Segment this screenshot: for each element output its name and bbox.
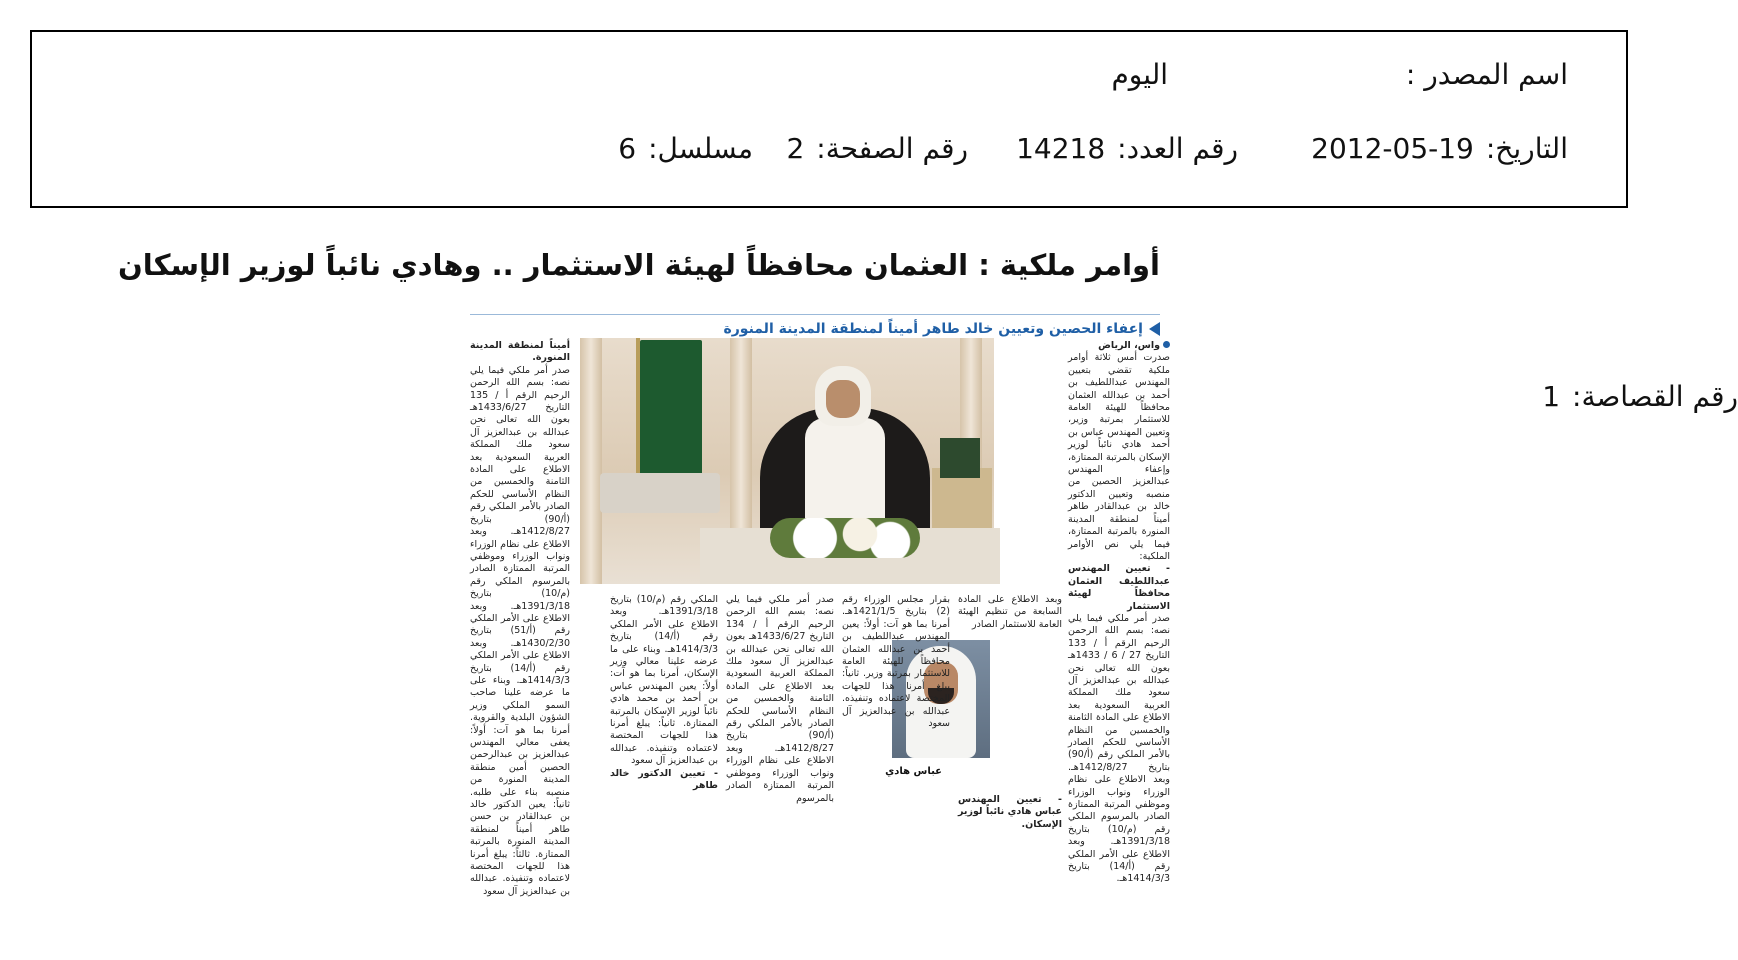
portrait-caption: عباس هادي (885, 766, 942, 777)
column-5-subhead: - تعيين الدكتور خالد طاهر (610, 767, 718, 792)
newspaper-clipping (117, 248, 1171, 897)
column-1-text-b: صدر أمر ملكي فيما يلي نصه: بسم الله الرحمن الرحيم الرقم أ / 133 التاريخ 27 / 6 / 1433هـ بعون الله تعالى نحن عبدالله بن عبدالعزيز آل سعود ملك المملكة العربية السعودية بعد الاطلاع على المادة الثامنة والخمسين من النظام الأساسي للحكم الصادر بالأمر الملكي رقم (أ/90) بتاريخ 1412/8/27هـ. وبعد الاطلاع على نظام الوزراء ونواب الوزراء وموظفي المرتبة الممتازة الصادر بالمرسوم الملكي رقم (م/10) بتاريخ 1391/3/18هـ. وبعد الاطلاع على الأمر الملكي رقم (أ/14) بتاريخ 1414/3/3هـ. (1068, 612, 1171, 885)
triangle-icon (1149, 322, 1160, 336)
column-5-text: الملكي رقم (م/10) بتاريخ 1391/3/18هـ. وبعد الاطلاع على الأمر الملكي رقم (أ/14) بتاريخ 1414/3/3هـ. وبناء على ما عرضه علينا معالي وزير الإسكان، أمرنا بما هو آت: أولاً: يعين المهندس عباس بن أحمد بن محمد هادي نائباً لوزير الإسكان بالمرتبة الممتازة. ثانياً: يبلغ أمرنا هذا للجهات المختصة لاعتماده وتنفيذه. عبدالله بن عبدالعزيز آل سعود (610, 594, 719, 767)
source-label: اسم المصدر : (1405, 58, 1568, 91)
issue-value: 14218 (1016, 132, 1106, 165)
column-6 (470, 340, 570, 897)
clip-label: رقم القصاصة: (1572, 380, 1738, 413)
column-2-subhead: - تعيين المهندس عباس هادي نائباً لوزير الإسكان. (958, 794, 1062, 830)
article-subheadline (723, 321, 1160, 337)
subheadline-text: إعفاء الحصين وتعيين خالد طاهر أميناً لمنطقة المدينة المنورة (723, 321, 1143, 337)
date-value: 2012-05-19 (1311, 132, 1474, 165)
serial-label: مسلسل: (648, 132, 753, 165)
column-4-text: صدر أمر ملكي فيما يلي نصه: بسم الله الرحمن الرحيم الرقم أ / 134 التاريخ 1433/6/27هـ بعون الله تعالى نحن عبدالله بن عبدالعزيز آل سعود ملك المملكة العربية السعودية بعد الاطلاع على المادة الثامنة والخمسين من النظام الأساسي للحكم الصادر بالأمر الملكي رقم (أ/90) بتاريخ 1412/8/27هـ. وبعد الاطلاع على نظام الوزراء ونواب الوزراء وموظفي المرتبة الممتازة الصادر بالمرسوم (726, 594, 834, 804)
phones (600, 473, 720, 513)
serial-value: 6 (618, 132, 637, 165)
issue-label: رقم العدد: (1117, 132, 1238, 165)
date-field (1238, 132, 1568, 165)
article-headline: أوامر ملكية : العثمان محافظاً لهيئة الاستثمار .. وهادي نائباً لوزير الإسكان (117, 248, 1160, 282)
date-label: التاريخ: (1485, 132, 1568, 165)
bullet-icon (1163, 341, 1170, 348)
book (940, 438, 980, 478)
flag (640, 340, 702, 490)
column-3-text: بقرار مجلس الوزراء رقم (2) بتاريخ 1421/1/5هـ. أمرنا بما هو آت: أولاً: يعين المهندس عبداللطيف بن أحمد بن عبدالله العثمان محافظاً للهيئة العامة للاستثمار بمرتبة وزير. ثانياً: يبلغ أمرنا هذا للجهات المختصة لاعتماده وتنفيذه. عبدالله بن عبدالعزيز آل سعود (842, 594, 950, 730)
column-3 (842, 594, 950, 784)
page-field (753, 132, 968, 165)
issue-field (968, 132, 1238, 165)
clip-value: 1 (1542, 380, 1561, 413)
curtain (580, 338, 602, 584)
column-1 (1068, 340, 1171, 885)
page-value: 2 (786, 132, 805, 165)
dateline: واس، الرياض (1068, 340, 1170, 352)
source-row (1111, 58, 1568, 91)
source-value: اليوم (1111, 58, 1168, 91)
figure-face (826, 380, 860, 418)
column-4 (726, 594, 834, 804)
page-label: رقم الصفحة: (816, 132, 968, 165)
column-6-head: أميناً لمنطقة المدينة المنورة. (470, 340, 570, 364)
column-1-subhead: - تعيين المهندس عبداللطيف العثمان محافظاً لهيئة الاستثمار (1068, 563, 1170, 612)
main-photo (580, 338, 994, 584)
column-5 (610, 594, 719, 792)
column-2-text: وبعد الاطلاع على المادة السابعة من تنظيم الهيئة العامة للاستثمار الصادر (958, 594, 1062, 630)
serial-field (568, 132, 753, 165)
subhead-divider (470, 314, 1160, 315)
column-2-subhead-box (958, 794, 1062, 830)
column-6-text: صدر أمر ملكي فيما يلي نصه: بسم الله الرحمن الرحيم الرقم أ / 135 التاريخ 1433/6/27هـ بعون الله تعالى نحن عبدالله بن عبدالعزيز آل سعود ملك المملكة العربية السعودية بعد الاطلاع على المادة الثامنة والخمسين من النظام الأساسي للحكم الصادر بالأمر الملكي رقم (أ/90) بتاريخ 1412/8/27هـ. وبعد الاطلاع على نظام الوزراء ونواب الوزراء وموظفي المرتبة الممتازة الصادر بالمرسوم الملكي رقم (م/10) بتاريخ 1391/3/18هـ. وبعد الاطلاع على الأمر الملكي رقم (أ/51) بتاريخ 1430/2/30هـ. وبعد الاطلاع على الأمر الملكي رقم (أ/14) بتاريخ 1414/3/3هـ. وبناء على ما عرضه علينا صاحب السمو الملكي وزير الشؤون البلدية والقروية. أمرنا بما هو آت: أولاً: يعفى معالي المهندس عبدالعزيز بن عبدالرحمن الحصين أمين منطقة المدينة المنورة من منصبه بناء على طلبه. ثانياً: يعين الدكتور خالد بن عبدالقادر بن حسن طاهر أميناً لمنطقة المدينة المنورة بالمرتبة الممتازة. ثالثاً: يبلغ أمرنا هذا للجهات المختصة لاعتماده وتنفيذه. عبدالله بن عبدالعزيز آل سعود (470, 364, 570, 897)
column-1-text: صدرت أمس ثلاثة أوامر ملكية تقضي بتعيين المهندس عبداللطيف بن أحمد بن عبدالله العثمان محافظاً للهيئة العامة للاستثمار بمرتبة وزير، وتعيين المهندس عباس بن أحمد هادي نائباً لوزير الإسكان بالمرتبة الممتازة، وإعفاء المهندس عبدالعزيز الحصين من منصبه وتعيين الدكتور خالد بن عبدالقادر طاهر أميناً لمنطقة المدينة المنورة بالمرتبة الممتازة، فيما يلي نص الأوامر الملكية: (1068, 352, 1170, 562)
flower-arrangement (770, 518, 920, 558)
